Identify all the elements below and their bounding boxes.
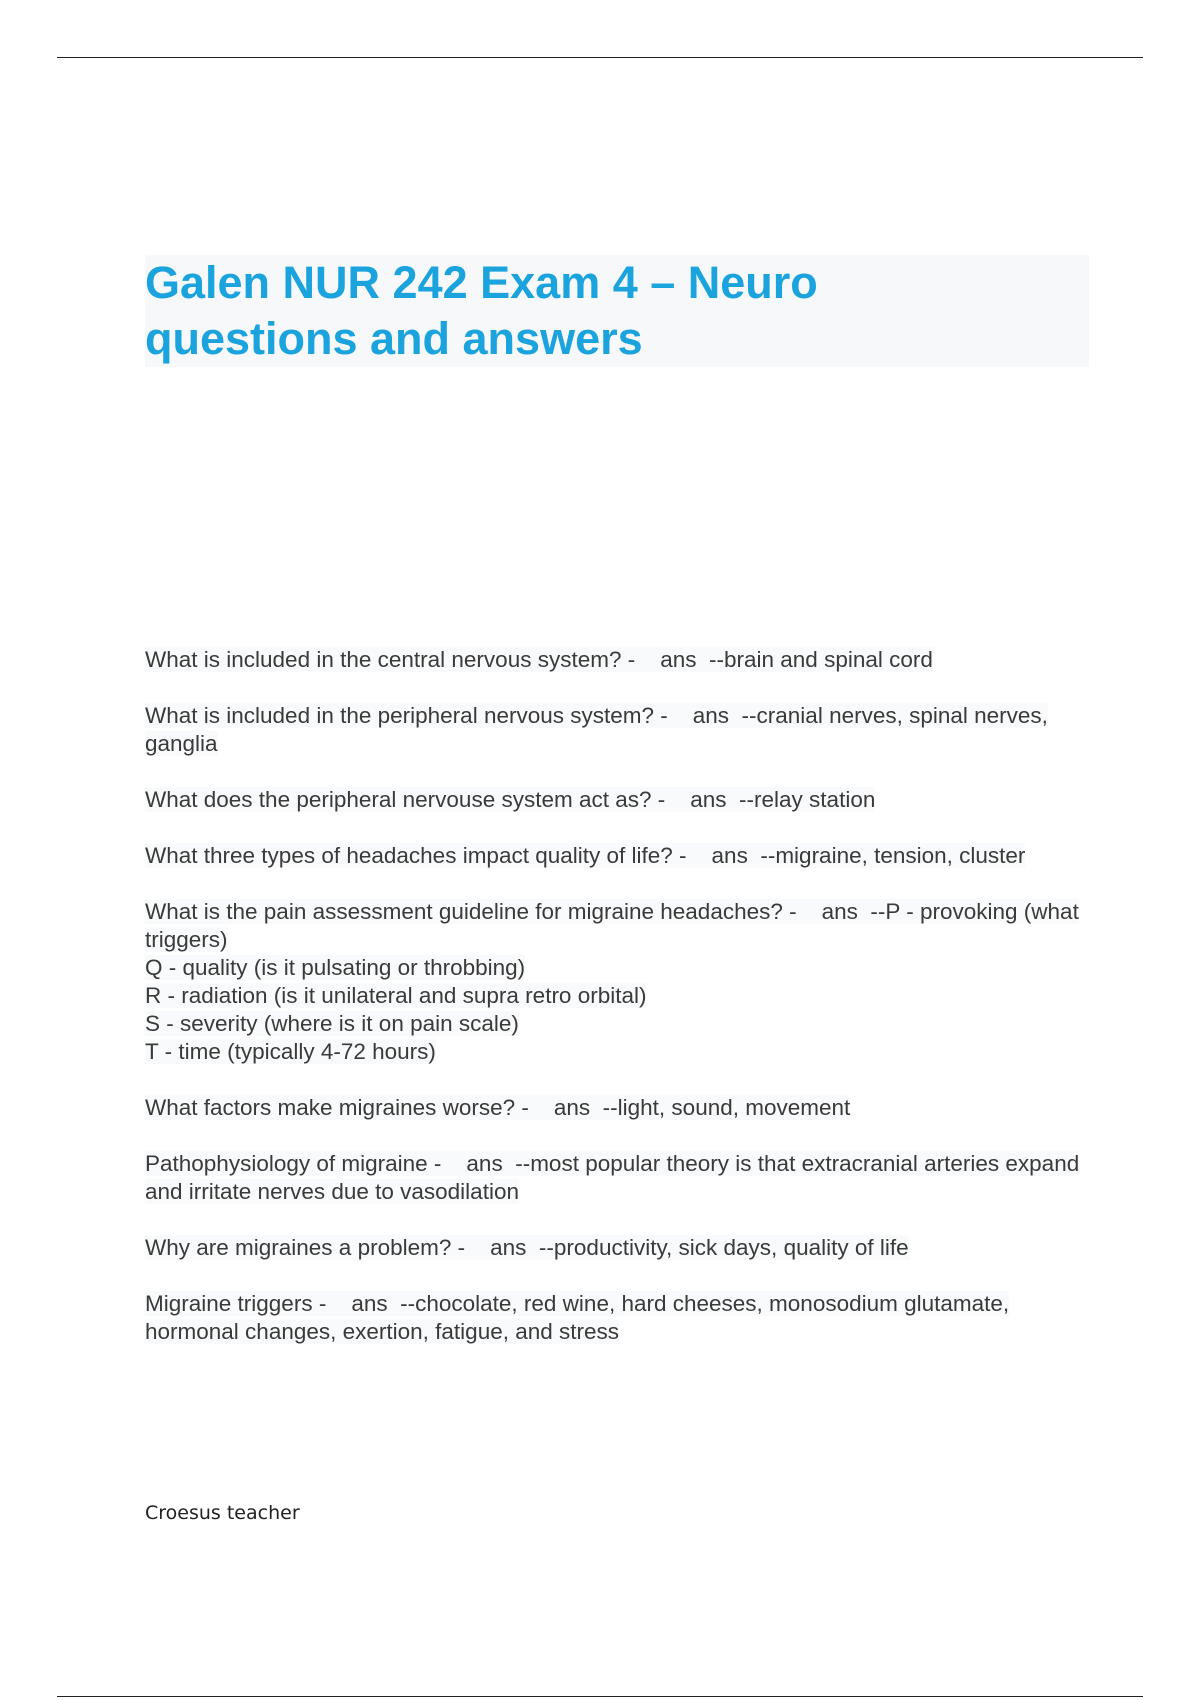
question-text: Migraine triggers (145, 1291, 313, 1316)
footer-author: Croesus teacher (145, 1502, 300, 1524)
qa-item (145, 646, 1090, 674)
question-text: What three types of headaches impact quality of life? (145, 843, 673, 868)
answer-separator: - ans -- (451, 1235, 554, 1260)
answer-text: most popular theory is that extracranial arteries expand and irritate nerves due to vasodilation (145, 1151, 1080, 1204)
answer-separator: - ans -- (654, 703, 757, 728)
answer-separator: - ans -- (427, 1151, 531, 1176)
answer-separator: - ans -- (782, 899, 886, 924)
qa-item (145, 1150, 1090, 1206)
answer-text: migraine, tension, cluster (775, 843, 1026, 868)
qa-item (145, 842, 1090, 870)
title-line-2: questions and answers (145, 313, 643, 364)
footer-rule (57, 1696, 1143, 1697)
answer-separator: - ans -- (621, 647, 724, 672)
question-text: What factors make migraines worse? (145, 1095, 516, 1120)
answer-text: productivity, sick days, quality of life (553, 1235, 909, 1260)
question-text: What is included in the central nervous system? (145, 647, 622, 672)
title-line-1: Galen NUR 242 Exam 4 – Neuro (145, 257, 818, 308)
document-title (145, 255, 1089, 367)
qa-list (145, 646, 1090, 1374)
header-rule (57, 57, 1143, 58)
question-text: What does the peripheral nervouse system act as? (145, 787, 652, 812)
question-text: Pathophysiology of migraine (145, 1151, 428, 1176)
qa-item (145, 898, 1090, 1066)
title-block (145, 255, 1089, 367)
qa-item (145, 1094, 1090, 1122)
question-text: What is the pain assessment guideline for migraine headaches? (145, 899, 783, 924)
qa-item (145, 1234, 1090, 1262)
qa-item (145, 702, 1090, 758)
answer-separator: - ans -- (312, 1291, 416, 1316)
question-text: Why are migraines a problem? (145, 1235, 452, 1260)
answer-text: P - provoking (what triggers) Q - quality (is it pulsating or throbbing) R - radiation (is it unilateral and supra retro orbital) S - severity (where is it on pain scale) T - time (typically 4-72 hours) (145, 899, 1079, 1064)
qa-item (145, 786, 1090, 814)
question-text: What is included in the peripheral nervous system? (145, 703, 655, 728)
answer-separator: - ans -- (672, 843, 776, 868)
answer-text: cranial nerves, spinal nerves, ganglia (145, 703, 1048, 756)
answer-text: relay station (754, 787, 876, 812)
answer-separator: - ans -- (651, 787, 755, 812)
answer-text: brain and spinal cord (724, 647, 933, 672)
answer-text: light, sound, movement (617, 1095, 851, 1120)
answer-separator: - ans -- (515, 1095, 618, 1120)
answer-text: chocolate, red wine, hard cheeses, monosodium glutamate, hormonal changes, exertion, fatigue, and stress (145, 1291, 1010, 1344)
qa-item (145, 1290, 1090, 1346)
